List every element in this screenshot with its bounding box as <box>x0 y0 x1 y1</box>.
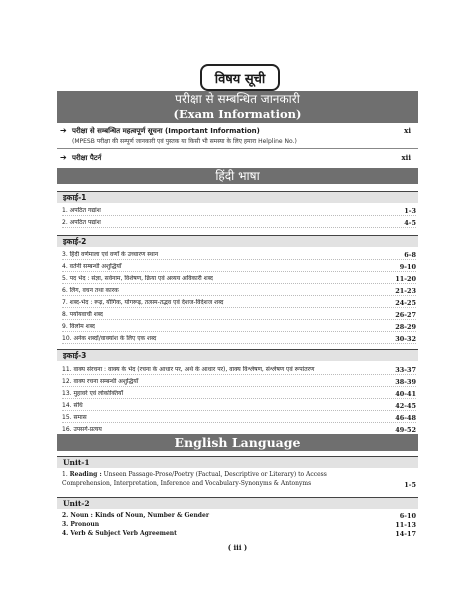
entry-title: 6. लिंग, वचन तथा कारक <box>62 287 119 294</box>
exam-info-heading-english: (Exam Information) <box>173 107 302 121</box>
toc-entry-exam-pattern[interactable] <box>60 153 415 163</box>
entry-number: 1. <box>62 471 68 478</box>
toc-entry[interactable] <box>62 414 416 423</box>
toc-entry[interactable] <box>62 299 416 308</box>
entry-title: 4. वर्तनी सम्बन्धी अशुद्धियाँ <box>62 263 122 270</box>
unit-label: Unit-1 <box>63 458 90 467</box>
arrow-icon: ➔ <box>60 153 67 162</box>
unit-label: इकाई-3 <box>63 351 87 360</box>
entry-title: 11. वाक्य संरचना : वाक्य के भेद (रचना के आधार पर, अर्थ के आधार पर), वाक्य विश्लेषण, संश्लेषण एवं रूपांतरण <box>62 366 315 373</box>
entry-title: 12. वाक्य रचना सम्बन्धी अशुद्धियाँ <box>62 378 139 385</box>
entry-title: 5. पद भेद : संज्ञा, सर्वनाम, विशेषण, क्रिया एवं अव्यय अविकारी शब्द <box>62 275 213 282</box>
unit-header <box>57 235 418 247</box>
toc-entry[interactable] <box>62 530 416 538</box>
toc-entry[interactable] <box>62 521 416 529</box>
toc-entry[interactable] <box>62 402 416 411</box>
unit-header <box>57 191 418 203</box>
arrow-icon: ➔ <box>60 126 67 135</box>
entry-page: 42-45 <box>395 402 416 410</box>
entry-page: 4-5 <box>404 219 416 227</box>
toc-entry[interactable] <box>62 287 416 296</box>
entry-page: 40-41 <box>395 390 416 398</box>
toc-entry[interactable] <box>62 335 416 344</box>
toc-entry[interactable] <box>62 366 416 375</box>
entry-page: 46-48 <box>395 414 416 422</box>
toc-entry[interactable] <box>62 251 416 260</box>
entry-title: 2. Noun : Kinds of Noun, Number & Gender <box>62 512 209 519</box>
page-title: विषय सूची <box>200 64 280 91</box>
entry-page: 11-20 <box>395 275 416 283</box>
entry-title: 2. अपठित पद्यांश <box>62 219 101 226</box>
helpline-note: (MPESB परीक्षा की सम्पूर्ण जानकारी एवं पुस्तक या किसी भी समस्या के लिए हमारा Helpline No.) <box>72 138 297 145</box>
toc-entry[interactable] <box>62 263 416 272</box>
unit-label: इकाई-1 <box>63 193 87 202</box>
entry-title: 10. अनेक शब्दों/वाक्यांश के लिए एक शब्द <box>62 335 157 342</box>
entry-page: 30-32 <box>395 335 416 343</box>
unit-header <box>57 497 418 509</box>
toc-entry[interactable] <box>62 378 416 387</box>
entry-title: 16. उपसर्ग-प्रत्यय <box>62 426 102 433</box>
entry-description: Unseen Passage-Prose/Poetry (Factual, Descriptive or Literary) to Access Comprehension, Interpretation, Inference and Vocabulary-Synonyms & Antonyms <box>62 471 327 487</box>
toc-entry[interactable] <box>62 311 416 320</box>
hindi-section-header: हिंदी भाषा <box>57 168 418 184</box>
entry-page: 24-25 <box>395 299 416 307</box>
entry-title: परीक्षा पैटर्न <box>72 154 102 162</box>
toc-entry[interactable] <box>62 219 416 228</box>
toc-entry-reading[interactable] <box>62 471 416 496</box>
entry-page: 33-37 <box>395 366 416 374</box>
entry-page: 14-17 <box>395 530 416 538</box>
toc-entry[interactable] <box>62 323 416 332</box>
entry-title: 13. मुहावरे एवं लोकोक्तियाँ <box>62 390 124 397</box>
entry-title: परीक्षा से सम्बन्धित महत्वपूर्ण सूचना (Important Information) <box>72 127 260 135</box>
unit-label: Unit-2 <box>63 499 90 508</box>
exam-info-header <box>57 91 418 123</box>
toc-entry[interactable] <box>62 207 416 216</box>
unit-header <box>57 349 418 361</box>
toc-entry[interactable] <box>62 275 416 284</box>
entry-page: 21-23 <box>395 287 416 295</box>
divider <box>57 148 418 149</box>
entry-page: 26-27 <box>395 311 416 319</box>
entry-title: 15. समास <box>62 414 87 421</box>
entry-page: 11-13 <box>395 521 416 529</box>
entry-title: 14. संधि <box>62 402 83 409</box>
entry-page: xi <box>404 126 411 135</box>
exam-info-heading-hindi: परीक्षा से सम्बन्धित जानकारी <box>175 92 300 106</box>
entry-title: 4. Verb & Subject Verb Agreement <box>62 530 177 537</box>
entry-title: 3. Pronoun <box>62 521 100 528</box>
entry-page: 6-10 <box>399 512 416 520</box>
entry-title: 1. अपठित गद्यांश <box>62 207 101 214</box>
entry-title: 7. शब्द-भेद : रूढ़, यौगिक, योगरूढ़, तत्सम-तद्भव एवं देशज-विदेशज शब्द <box>62 299 224 306</box>
entry-page: 6-8 <box>404 251 416 259</box>
entry-title: 8. पर्यायवाची शब्द <box>62 311 103 318</box>
page-number: ( iii ) <box>227 543 248 552</box>
entry-page: xii <box>401 153 411 162</box>
entry-page: 49-52 <box>395 426 416 434</box>
entry-page: 38-39 <box>395 378 416 386</box>
entry-bold-label: Reading : <box>69 471 102 478</box>
entry-page: 9-10 <box>399 263 416 271</box>
entry-page: 1-5 <box>404 481 416 489</box>
toc-entry-important-information[interactable] <box>60 126 415 136</box>
toc-entry[interactable] <box>62 512 416 520</box>
unit-header <box>57 456 418 468</box>
entry-title: 3. हिंदी वर्णमाला एवं वर्णों के उच्चारण स्थान <box>62 251 159 258</box>
unit-label: इकाई-2 <box>63 237 87 246</box>
english-section-header: English Language <box>57 434 418 451</box>
toc-entry[interactable] <box>62 390 416 399</box>
entry-title <box>62 471 416 488</box>
entry-title: 9. विलोम शब्द <box>62 323 95 330</box>
entry-page: 28-29 <box>395 323 416 331</box>
entry-page: 1-3 <box>404 207 416 215</box>
